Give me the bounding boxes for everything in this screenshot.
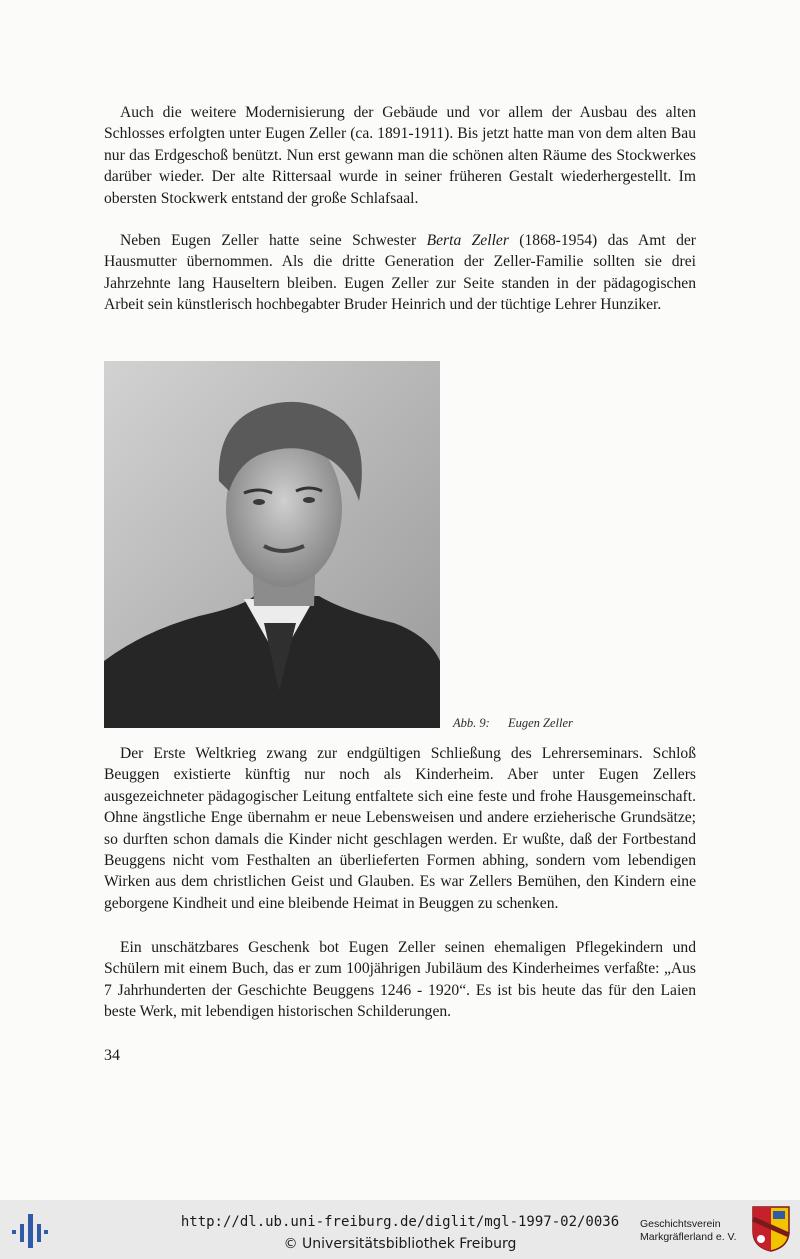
society-name-line-2: Markgräflerland e. V.: [640, 1231, 737, 1243]
paragraph-2-name-italic: Berta Zeller: [426, 232, 509, 249]
figure-caption-number: Abb. 9:: [453, 716, 490, 730]
coat-of-arms-icon[interactable]: [751, 1205, 791, 1253]
society-name[interactable]: [640, 1218, 737, 1244]
paragraph-2-text-end: (1868-1954) das Amt der Hausmutter übernommen. Als die dritte Generation der Zeller-Familie sollten sie drei Jahrzehnte lang Hauseltern bleiben. Eugen Zeller zur Seite standen in der pädagogischen Arbeit sein künstlerisch hochbegabter Bruder Heinrich und der tüchtige Lehrer Hunziker.: [104, 232, 696, 314]
figure-caption: [453, 716, 573, 731]
portrait-photo: [104, 361, 440, 728]
society-name-line-1: Geschichtsverein: [640, 1218, 721, 1230]
footer-url-link[interactable]: http://dl.ub.uni-freiburg.de/diglit/mgl-1997-02/0036: [180, 1214, 620, 1230]
figure-caption-text: Eugen Zeller: [508, 716, 573, 730]
paragraph-4: [104, 937, 696, 1023]
viewer-footer: [0, 1200, 800, 1259]
paragraph-3: [104, 743, 696, 914]
paragraph-2-text-start: Neben Eugen Zeller hatte seine Schwester: [120, 232, 427, 249]
footer-copyright: © Universitätsbibliothek Freiburg: [283, 1236, 517, 1252]
page-number: 34: [104, 1047, 120, 1064]
paragraph-3-text: Der Erste Weltkrieg zwang zur endgültigen Schließung des Lehrerseminars. Schloß Beuggen existierte künftig nur noch als Kinderheim. Aber unter Eugen Zellers ausgezeichneter pädagogischer Leitung entfaltete sich eine feste und frohe Hausgemeinschaft. Ohne ängstliche Enge übernahm er neue Lebensweisen und andere erzieherische Grundsätze; so durften schon damals die Kinder nicht geschlagen werden. Er wußte, daß der Fortbestand Beuggens nicht vom Festhalten an überlieferten Formen abhing, sondern vom lebendigen Wirken aus dem christlichen Geist und Glauben. Es war Zellers Bemühen, den Kindern eine geborgene Kindheit und eine bleibende Heimat in Beuggen zu schenken.: [104, 745, 696, 912]
paragraph-2: [104, 230, 696, 316]
paragraph-4-text: Ein unschätzbares Geschenk bot Eugen Zeller seinen ehemaligen Pflegekindern und Schülern mit einem Buch, das er zum 100jährigen Jubiläum des Kinderheimes verfaßte: „Aus 7 Jahrhunderten der Geschichte Beuggens 1246 - 1920“. Es ist bis heute das für den Laien beste Werk, mit lebendigen historischen Schilderungen.: [104, 939, 696, 1021]
paragraph-1-text: Auch die weitere Modernisierung der Gebäude und vor allem der Ausbau des alten Schlosses erfolgten unter Eugen Zeller (ca. 1891-1911). Bis jetzt hatte man von dem alten Bau nur das Erdgeschoß benützt. Nun erst gewann man die schönen alten Räume des Stockwerkes darüber wieder. Der alte Rittersaal wurde in seiner früheren Gestalt wiederhergestellt. Im obersten Stockwerk entstand der große Schlafsaal.: [104, 104, 696, 207]
paragraph-1: [104, 102, 696, 209]
